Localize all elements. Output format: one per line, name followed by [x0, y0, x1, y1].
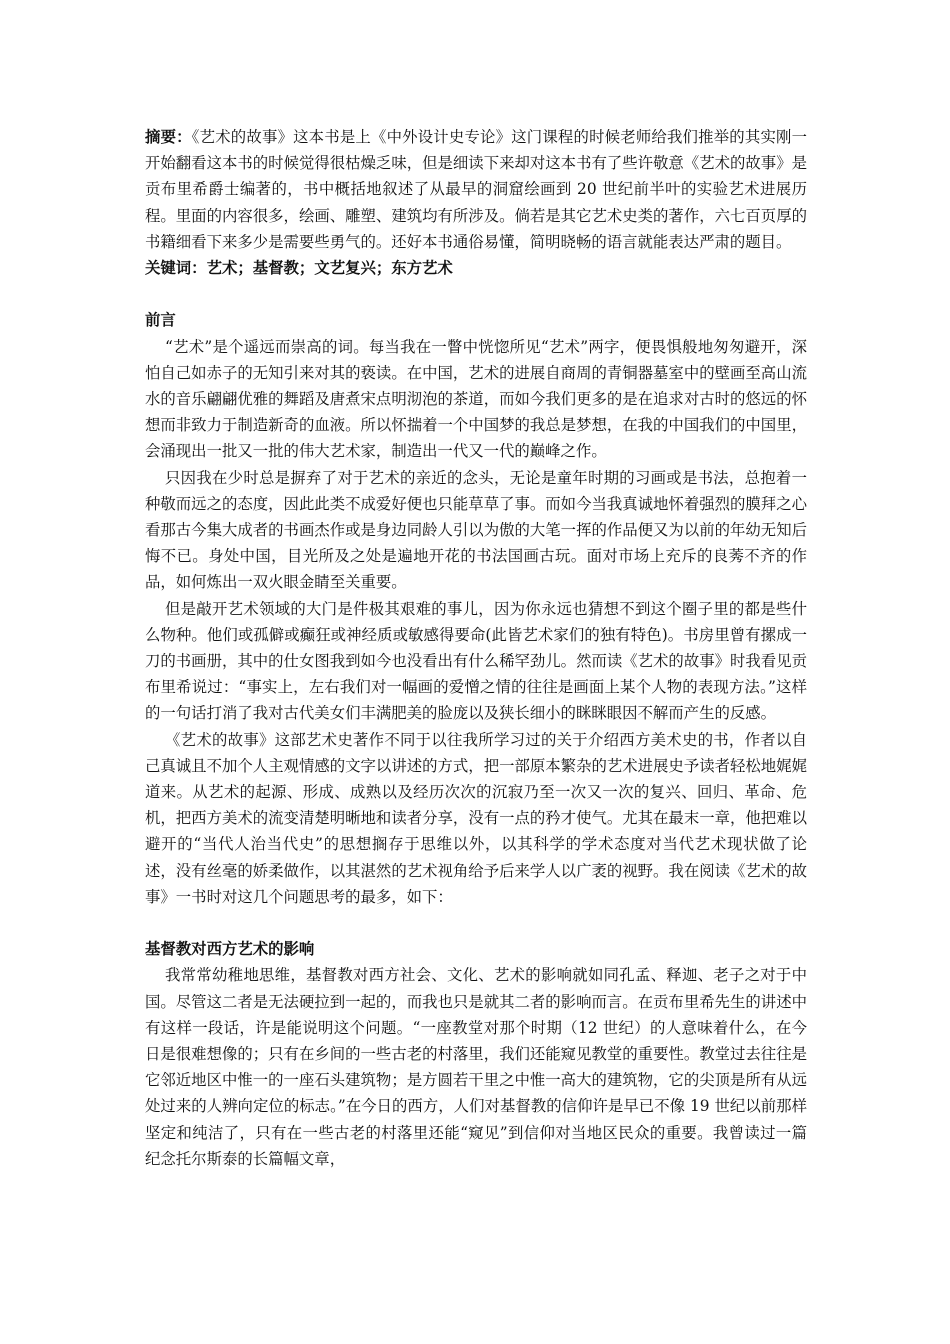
document-page	[145, 124, 807, 1172]
abstract-text: 《艺术的故事》这本书是上《中外设计史专论》这门课程的时候老师给我们推举的其实刚一开始翻看这本书的时候觉得很枯燥乏味，但是细读下来却对这本书有了些许敬意《艺术的故事》是贡布里希爵士编著的，书中概括地叙述了从最早的洞窟绘画到 20 世纪前半叶的实验艺术进展历程。里面的内容很多，绘画、雕塑、建筑均有所涉及。倘若是其它艺术史类的著作，六七百页厚的书籍细看下来多少是需要些勇气的。还好本书通俗易懂，简明晓畅的语言就能表达严肃的题目。	[145, 128, 807, 251]
paragraph: 但是敲开艺术领域的大门是件极其艰难的事儿，因为你永远也猜想不到这个圈子里的都是些什么物种。他们或孤僻或癫狂或神经质或敏感得要命(此皆艺术家们的独有特色)。书房里曾有摞成一刀的书画册，其中的仕女图我到如今也没看出有什么稀罕劲儿。然而读《艺术的故事》时我看见贡布里希说过：“事实上，左右我们对一幅画的爱憎之情的往往是画面上某个人物的表现方法。”这样的一句话打消了我对古代美女们丰满肥美的脸庞以及狭长细小的眯眯眼因不解而产生的反感。	[145, 599, 807, 723]
section-heading-preface: 前言	[145, 311, 176, 330]
keywords: 关键词：艺术；基督教；文艺复兴；东方艺术	[145, 259, 453, 278]
section-heading-christianity: 基督教对西方艺术的影响	[145, 940, 315, 959]
paragraph: 《艺术的故事》这部艺术史著作不同于以往我所学习过的关于介绍西方美术史的书，作者以自己真诚且不加个人主观情感的文字以讲述的方式，把一部原本繁杂的艺术进展史予读者轻松地娓娓道来。从艺术的起源、形成、成熟以及经历次次的沉寂乃至一次又一次的复兴、回归、革命、危机，把西方美术的流变清楚明晰地和读者分享，没有一点的矜才使气。尤其在最末一章，他把难以避开的“当代人治当代史”的思想搁存于思维以外，以其科学的学术态度对当代艺术现状做了论述，没有丝毫的娇柔做作，以其湛然的艺术视角给予后来学人以广袤的视野。我在阅读《艺术的故事》一书时对这几个问题思考的最多，如下：	[145, 730, 807, 906]
abstract	[145, 124, 807, 255]
abstract-label: 摘要：	[145, 128, 192, 146]
paragraph: “艺术”是个遥远而崇高的词。每当我在一瞥中恍惚所见“艺术”两字，便畏惧般地匆匆避开，深怕自己如赤子的无知引来对其的亵读。在中国，艺术的进展自商周的青铜器墓室中的壁画至高山流水的音乐翩翩优雅的舞蹈及唐煮宋点明沏泡的茶道，而如今我们更多的是在追求对古时的悠远的怀想而非致力于制造新奇的血液。所以怀揣着一个中国梦的我总是梦想，在我的中国我们的中国里，会涌现出一批又一批的伟大艺术家，制造出一代又一代的巅峰之作。	[145, 337, 807, 461]
paragraph: 只因我在少时总是摒弃了对于艺术的亲近的念头，无论是童年时期的习画或是书法，总抱着一种敬而远之的态度，因此此类不成爱好便也只能草草了事。而如今当我真诚地怀着强烈的膜拜之心看那古今集大成者的书画杰作或是身边同龄人引以为傲的大笔一挥的作品便又为以前的年幼无知后悔不已。身处中国，目光所及之处是遍地开花的书法国画古玩。面对市场上充斥的良莠不齐的作品，如何炼出一双火眼金睛至关重要。	[145, 468, 807, 592]
paragraph: 我常常幼稚地思维，基督教对西方社会、文化、艺术的影响就如同孔孟、释迦、老子之对于中国。尽管这二者是无法硬拉到一起的，而我也只是就其二者的影响而言。在贡布里希先生的讲述中有这样一段话，许是能说明这个问题。“一座教堂对那个时期（12 世纪）的人意味着什么，在今日是很难想像的；只有在乡间的一些古老的村落里，我们还能窥见教堂的重要性。教堂过去往往是它邻近地区中惟一的一座石头建筑物；是方圆若干里之中惟一高大的建筑物，它的尖顶是所有从远处过来的人辨向定位的标志。”在今日的西方，人们对基督教的信仰许是早已不像 19 世纪以前那样坚定和纯洁了，只有在一些古老的村落里还能“窥见”到信仰对当地区民众的重要。我曾读过一篇纪念托尔斯泰的长篇幅文章，	[145, 966, 807, 1168]
